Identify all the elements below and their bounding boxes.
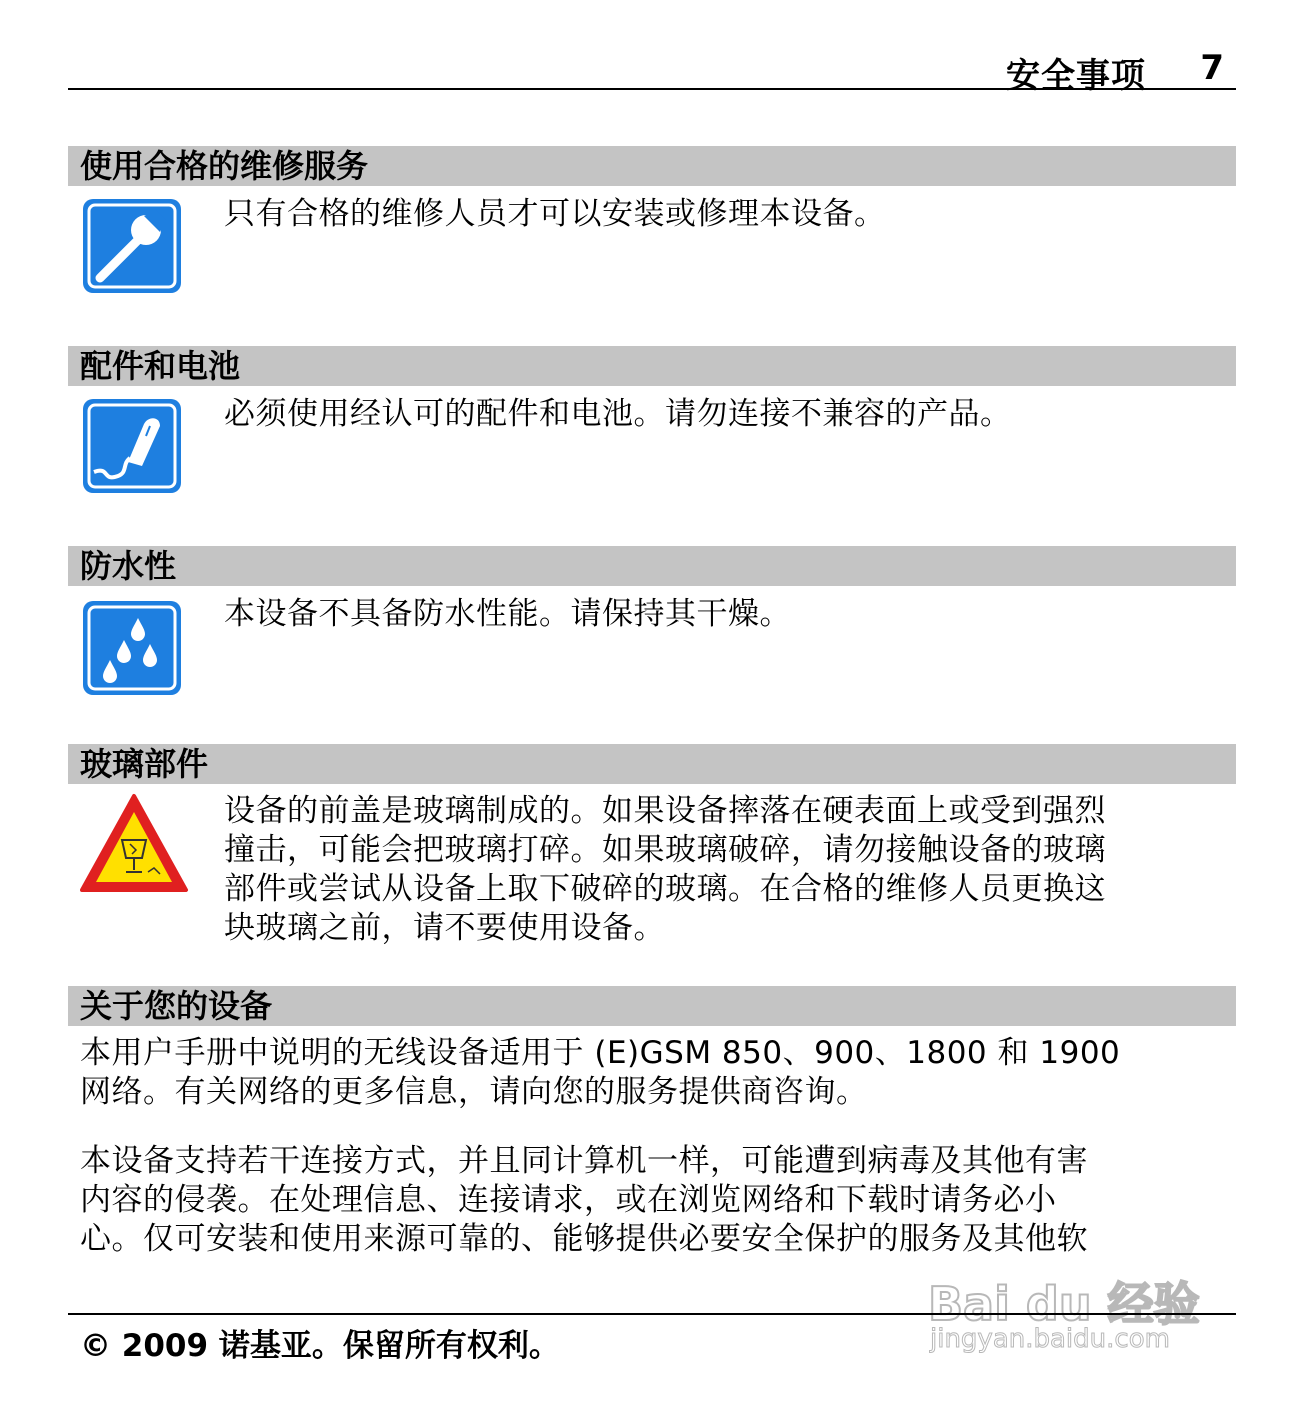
section-heading: 关于您的设备 xyxy=(80,987,273,1025)
watermark-logo: Bai du 经验 xyxy=(928,1277,1200,1331)
section-heading-bar xyxy=(68,986,1236,1026)
paragraph xyxy=(80,1142,1230,1259)
body-line: 设备的前盖是玻璃制成的。如果设备摔落在硬表面上或受到强烈 xyxy=(224,793,1106,829)
plug-cable-icon xyxy=(80,396,184,496)
paragraph-line: 网络。有关网络的更多信息，请向您的服务提供商咨询。 xyxy=(80,1074,868,1110)
body-line: 必须使用经认可的配件和电池。请勿连接不兼容的产品。 xyxy=(224,396,1012,432)
body-line: 只有合格的维修人员才可以安装或修理本设备。 xyxy=(224,196,886,232)
section-heading-bar xyxy=(68,146,1236,186)
section-body xyxy=(224,792,1234,948)
footer-rule xyxy=(68,1313,1236,1315)
body-line: 撞击，可能会把玻璃打碎。如果玻璃破碎，请勿接触设备的玻璃 xyxy=(224,832,1106,868)
page-number: 7 xyxy=(1200,48,1224,88)
body-line: 块玻璃之前，请不要使用设备。 xyxy=(224,910,665,946)
section-heading: 玻璃部件 xyxy=(80,745,209,783)
header-title: 安全事项 xyxy=(1006,56,1146,96)
footer-copyright: © 2009 诺基亚。保留所有权利。 xyxy=(80,1328,560,1364)
section-body xyxy=(224,395,1234,434)
broken-glass-warning-icon xyxy=(78,792,190,896)
page-header xyxy=(68,44,1236,96)
paragraph xyxy=(80,1034,1230,1112)
watermark-url: jingyan.baidu.com xyxy=(930,1324,1170,1354)
section-heading-bar xyxy=(68,744,1236,784)
section-heading-bar xyxy=(68,346,1236,386)
section-heading-bar xyxy=(68,546,1236,586)
body-line: 部件或尝试从设备上取下破碎的玻璃。在合格的维修人员更换这 xyxy=(224,871,1106,907)
body-line: 本设备不具备防水性能。请保持其干燥。 xyxy=(224,596,791,632)
section-heading: 使用合格的维修服务 xyxy=(80,147,369,185)
section-heading: 配件和电池 xyxy=(80,347,241,385)
paragraph-line: 本设备支持若干连接方式，并且同计算机一样，可能遭到病毒及其他有害 xyxy=(80,1143,1088,1179)
paragraph-line: 心。仅可安装和使用来源可靠的、能够提供必要安全保护的服务及其他软 xyxy=(80,1221,1088,1257)
wrench-icon xyxy=(80,196,184,296)
section-body xyxy=(224,195,1234,234)
section-heading: 防水性 xyxy=(80,547,177,585)
section-body xyxy=(224,595,1234,634)
paragraph-line: 内容的侵袭。在处理信息、连接请求，或在浏览网络和下载时请务必小 xyxy=(80,1182,1057,1218)
water-drops-icon xyxy=(80,598,184,698)
paragraph-line: 本用户手册中说明的无线设备适用于 (E)GSM 850、900、1800 和 1900 xyxy=(80,1035,1121,1071)
